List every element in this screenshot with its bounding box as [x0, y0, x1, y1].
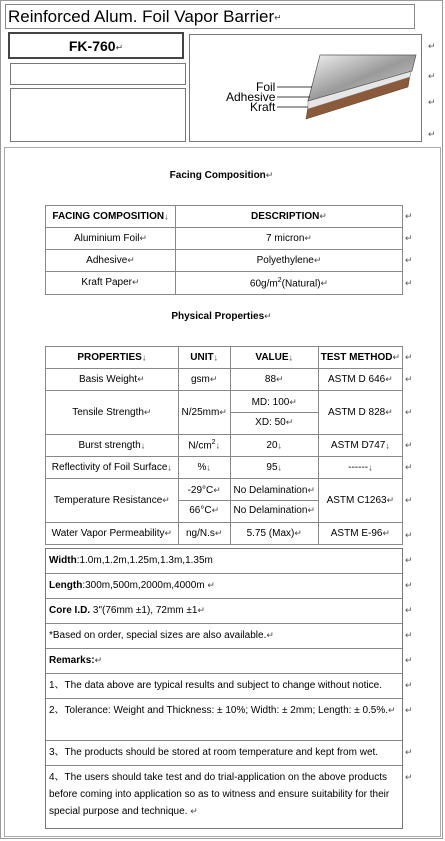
remark-1: 1、The data above are typical results and subject to change without notice. — [46, 674, 402, 699]
facing-heading: Facing Composition↵ — [169, 170, 274, 182]
table-row: Temperature Resistance↵ -29°C↵ 66°C↵ No Delamination↵ No Delamination↵ ASTM C1263↵ — [46, 479, 403, 523]
table-row: Burst strength↓ $N/cm^2↓$ 20↓ ASTM D747↓ — [46, 435, 403, 457]
core-note: Core I.D. 3"(76mm ±1), 72mm ±1↵ — [46, 599, 402, 624]
width-note: Width:1.0m,1.2m,1.25m,1.3m,1.35m — [46, 549, 402, 574]
special-note: *Based on order, special sizes are also available.↵ — [46, 624, 402, 649]
model-number: FK-760↵ — [68, 38, 124, 54]
marker: ↵ — [428, 41, 436, 51]
facing-col-composition: FACING COMPOSITION↓ — [46, 206, 176, 228]
facing-col-description: DESCRIPTION↵ — [176, 206, 403, 228]
label-foil: Foil — [256, 80, 276, 94]
label-kraft: Kraft — [250, 100, 276, 114]
diagram-box — [189, 34, 422, 142]
marker: ↵ — [428, 97, 436, 107]
col-properties: PROPERTIES↓ — [46, 347, 179, 369]
page-title: Reinforced Alum. Foil Vapor Barrier↵ — [5, 4, 415, 29]
col-value: VALUE↓ — [230, 347, 318, 369]
table-row: Adhesive↵ Polyethylene↵ — [46, 250, 403, 272]
remark-3: 3、The products should be stored at room temperature and kept from wet. — [46, 741, 402, 766]
col-test-method: TEST METHOD↵ — [318, 347, 402, 369]
table-row: Reflectivity of Foil Surface↓ %↓ 95↓ ------↓ — [46, 457, 403, 479]
facing-table — [45, 205, 403, 295]
blank-box-2 — [10, 88, 186, 142]
remark-4: 4、The users should take test and do trial-application on the above products before coming into application so as to witness and ensure suitability for their special purpose and technique. ↵ — [49, 772, 390, 818]
col-unit: UNIT↓ — [178, 347, 230, 369]
blank-box-1 — [10, 63, 186, 85]
table-row: Kraft Paper↵ $60g/m^2(Natural)↵$ — [46, 272, 403, 295]
label-adhesive: Adhesive — [226, 90, 276, 104]
model-box — [8, 32, 184, 59]
layer-diagram — [190, 35, 423, 143]
length-note: Length:300m,500m,2000m,4000m ↵ — [46, 574, 402, 599]
table-row: Tensile Strength↵ N/25mm↵ MD: 100↵ XD: 50↵ ASTM D 828↵ — [46, 391, 403, 435]
physical-heading: Physical Properties↵ — [171, 311, 272, 323]
remarks-heading: Remarks:↵ — [46, 649, 402, 674]
page: Reinforced Alum. Foil Vapor Barrier↵ FK-760↵ Foil Adhesive Kraft ↵ ↵ ↵ ↵ Facing Composition↵ FACING COMPOSITION↓ DESCRIPTION↵ Aluminium Foil↵ 7 micron↵ Adhesive↵ Polyethylene↵ Kraft Paper↵ $60g/m^2(Natural)↵$ ↵ ↵ ↵ ↵ Physical Properties↵ PROPERTIES↓ UNIT↓ VALUE↓ TEST METHOD↵ Basis Weight↵ gsm↵ 88↵ ASTM D 646↵ Tensile Strength↵ N/25mm↵ MD: 100↵ XD: 50↵ ASTM D 828↵ Burst strength↓ $N/cm^2↓$ 20↓ ASTM D747↓ Reflectivity of Foil Surface↓ %↓ 95↓ ------↓ Temperature Resistance↵ -29°C↵ 66°C↵ No Delamination↵ No Delamination↵ ASTM C1263↵ Water Vapor Permeability↵ ng/N.s↵ 5.75 (Max)↵ ASTM E-96↵ ↵ ↵ ↵ ↵ ↵ ↵ ↵ Width:1.0m,1.2m,1.25m,1.3m,1.35m Length:300m,500m,2000m,4000m ↵ Core I.D. 3"(76mm ±1), 72mm ±1↵ *Based on order, special sizes are also available.↵ Remarks:↵ 1、The data above are typical results and subject to change without notice. 2、Tolerance: Weight and Thickness: ± 10%; Width: ± 2mm; Length: ± 0.5%.↵ 3、The products should be stored at room temperature and kept from wet. 4、The users should take test and do trial-application on the above products before coming into application so as to witness and ensure suitability for their special purpose and technique. ↵ ↵ ↵ ↵ ↵ ↵ ↵ ↵ ↵ ↵ — [0, 0, 443, 839]
table-row: Aluminium Foil↵ 7 micron↵ — [46, 228, 403, 250]
table-row: Water Vapor Permeability↵ ng/N.s↵ 5.75 (Max)↵ ASTM E-96↵ — [46, 523, 403, 545]
marker: ↵ — [428, 129, 436, 139]
notes-box — [45, 548, 403, 829]
physical-table — [45, 346, 403, 545]
table-row: Basis Weight↵ gsm↵ 88↵ ASTM D 646↵ — [46, 369, 403, 391]
remark-2: 2、Tolerance: Weight and Thickness: ± 10%; Width: ± 2mm; Length: ± 0.5%.↵ — [46, 699, 402, 741]
marker: ↵ — [428, 71, 436, 81]
